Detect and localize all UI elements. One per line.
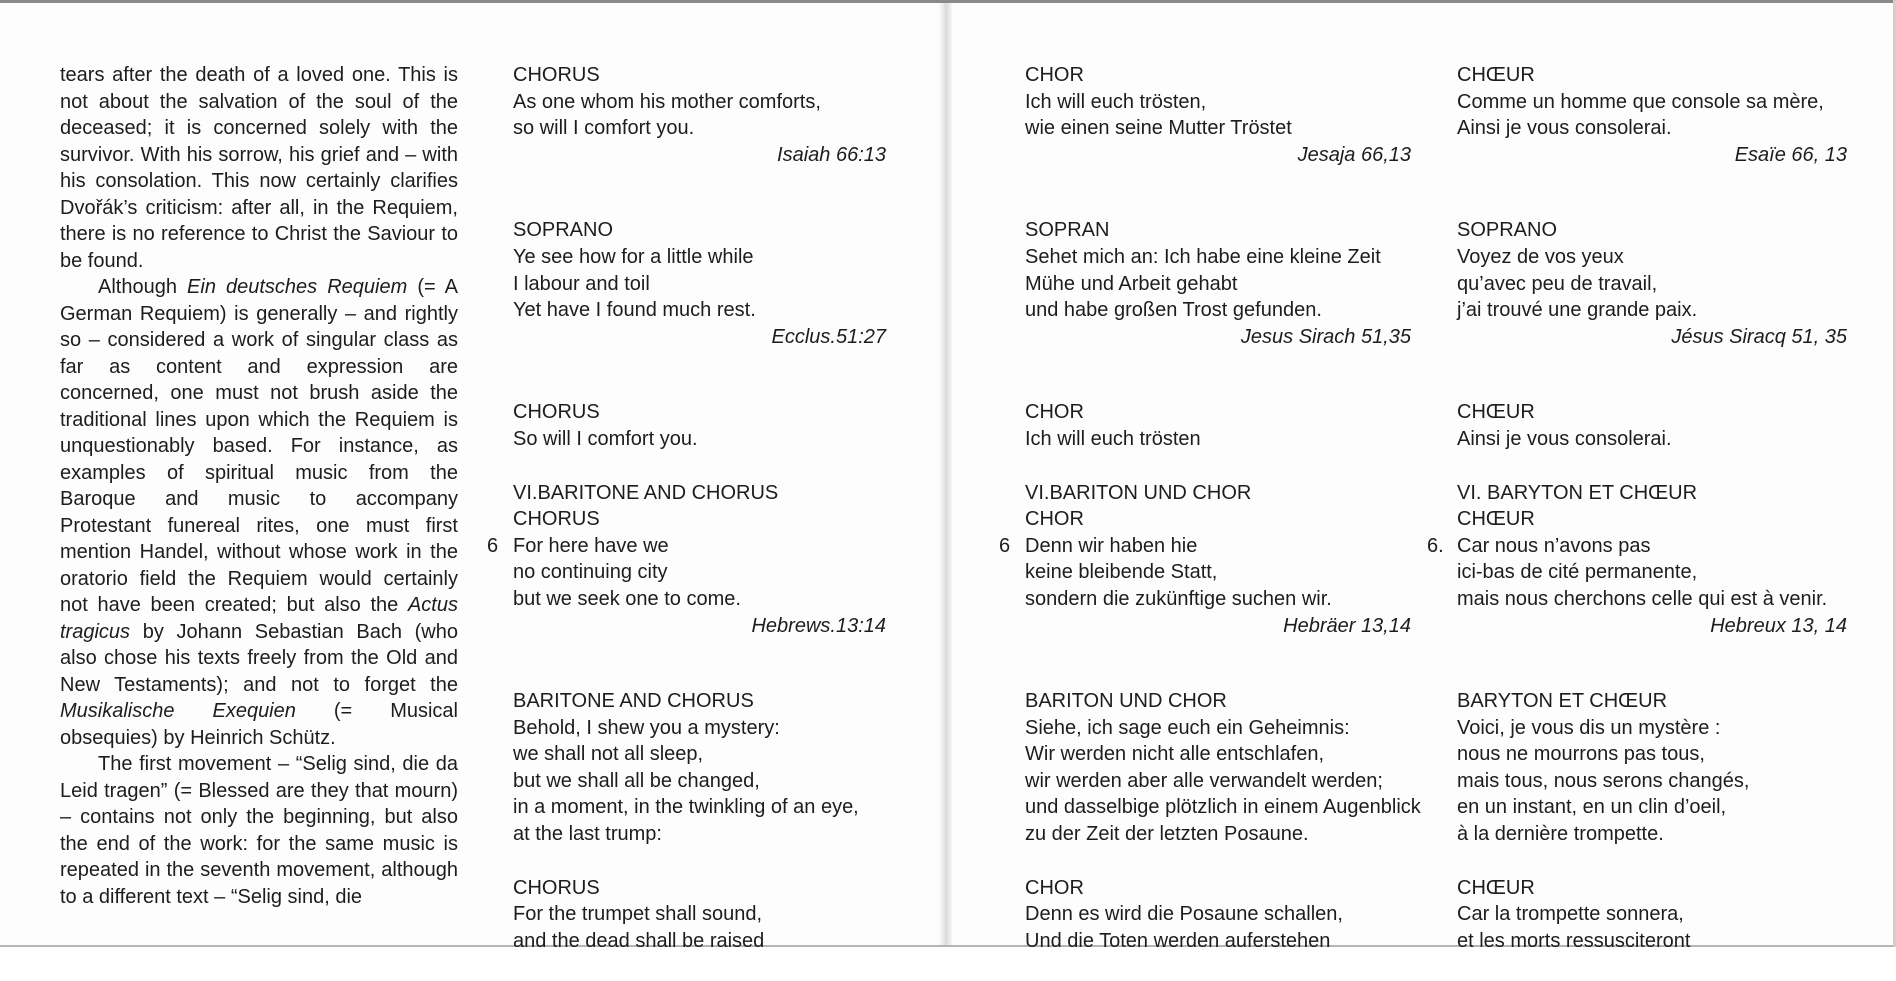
scripture-citation: Esaïe 66, 13: [1734, 143, 1847, 166]
section-heading: BARYTON ET CHŒUR: [1457, 690, 1668, 713]
text-line: CHŒUR: [1457, 508, 1535, 531]
text-line: Voici, je vous dis un mystère :: [1457, 716, 1721, 739]
text-line: qu’avec peu de travail,: [1457, 272, 1658, 295]
text-line: at the last trump:: [513, 823, 662, 846]
text-line: wir werden aber alle verwandelt werden;: [1025, 769, 1383, 792]
text-run: by Johann Sebastian Bach (who also chose his texts freely from the Old and New Testaments); and not to forget the: [60, 620, 458, 696]
scripture-citation: Jesus Sirach 51,35: [1240, 325, 1411, 348]
essay-paragraph: [60, 62, 458, 274]
text-block: [513, 217, 886, 350]
text-line: mais nous cherchons celle qui est à venir.: [1457, 587, 1828, 610]
libretto-english: [487, 62, 886, 981]
scripture-citation: Ecclus.51:27: [771, 325, 886, 348]
text-line: As one whom his mother comforts,: [513, 90, 821, 113]
scripture-citation: Hebreux 13, 14: [1710, 614, 1847, 637]
text-block: [1025, 217, 1411, 350]
text-line: und habe großen Trost gefunden.: [1025, 299, 1322, 322]
text-block: [1457, 62, 1847, 168]
text-block: [513, 688, 883, 848]
text-line: en un instant, en un clin d’oeil,: [1457, 796, 1727, 819]
text-line: 6. Car nous n’avons pas: [1457, 533, 1837, 560]
section-heading: CHŒUR: [1457, 401, 1535, 424]
text-line: we shall not all sleep,: [513, 743, 704, 766]
text-line: no continuing city: [513, 561, 668, 584]
text-block: [1025, 62, 1411, 168]
scripture-citation: Jésus Siracq 51, 35: [1671, 325, 1847, 348]
section-heading: CHŒUR: [1457, 876, 1535, 899]
top-edge: [0, 0, 1896, 3]
text-block: [1025, 875, 1405, 955]
text-line: keine bleibende Statt,: [1025, 561, 1218, 584]
text-block: [487, 480, 886, 640]
text-line: so will I comfort you.: [513, 117, 695, 140]
section-heading: CHOR: [1025, 64, 1084, 86]
text-line: und dasselbige plötzlich in einem Augenblick: [1025, 796, 1421, 819]
text-line: Ye see how for a little while: [513, 245, 754, 268]
verse-number: 6: [487, 534, 499, 557]
scripture-citation: Jesaja 66,13: [1297, 143, 1411, 166]
text-line: Ich will euch trösten,: [1025, 90, 1207, 113]
text-line: but we shall all be changed,: [513, 769, 760, 792]
text-line: j’ai trouvé une grande paix.: [1457, 299, 1698, 322]
text-line: For the trumpet shall sound,: [513, 903, 763, 926]
text-run: (= Musical obsequies) by Heinrich Schütz.: [60, 700, 458, 749]
text-line: Voyez de vos yeux: [1457, 245, 1624, 268]
section-heading: CHOR: [1025, 401, 1084, 424]
libretto-french: [1427, 62, 1847, 981]
text-line: CHOR: [1025, 508, 1084, 531]
verse-number: 6.: [1427, 534, 1444, 557]
scripture-citation: Isaiah 66:13: [777, 143, 886, 166]
text-line: but we seek one to come.: [513, 587, 741, 610]
text-line: Sehet mich an: Ich habe eine kleine Zeit: [1025, 245, 1381, 268]
text-run: (= A German Requiem) is generally – and rightly so – considered a work of singular class as far as content and expression are concerned, one must not brush aside the traditional lines upon which the Requiem is unquestionably based. For instance, as examples of spiritual music from the Baroque and music to accompany Protestant funereal rites, one must first mention Handel, without whose work in the oratorio field the Requiem would certainly not have been created; but also the: [60, 276, 458, 616]
text-line: Yet have I found much rest.: [513, 299, 756, 322]
text-run: tears after the death of a loved one. This is not about the salvation of the soul of the deceased; it is concerned solely with the survivor. With his sorrow, his grief and – with his consolation. This now certainly clarifies Dvořák’s criticism: after all, in the Requiem, there is no reference to Christ the Saviour to be found.: [60, 64, 458, 272]
text-block: [1457, 688, 1837, 848]
page-gutter: [938, 0, 952, 947]
libretto-german: [999, 62, 1421, 981]
text-block: [513, 399, 883, 452]
section-heading: CHORUS: [513, 876, 600, 899]
text-line: mais tous, nous serons changés,: [1457, 769, 1750, 792]
text-line: à la dernière trompette.: [1457, 823, 1664, 846]
text-line: Wir werden nicht alle entschlafen,: [1025, 743, 1325, 766]
text-run: The first movement – “Selig sind, die da Leid tragen” (= Blessed are they that mourn) – contains not only the beginning, but also the end of the work: for the same music is repeated in the seventh movement, although to a different text – “Selig sind, die: [60, 753, 458, 908]
section-heading: VI.BARITONE AND CHORUS: [513, 481, 779, 504]
scripture-citation: Hebräer 13,14: [1283, 614, 1411, 637]
section-heading: CHORUS: [513, 64, 600, 86]
scripture-citation: Hebrews.13:14: [751, 614, 886, 637]
text-line: nous ne mourrons pas tous,: [1457, 743, 1705, 766]
section-heading: CHOR: [1025, 876, 1084, 899]
text-block: [513, 875, 883, 955]
text-line: Car la trompette sonnera,: [1457, 903, 1684, 926]
text-block: [1457, 875, 1837, 955]
text-line: 6 Denn wir haben hie: [1025, 533, 1405, 560]
text-line: sondern die zukünftige suchen wir.: [1025, 587, 1332, 610]
italic-title: Ein deutsches Requiem: [187, 276, 408, 298]
text-line: Mühe und Arbeit gehabt: [1025, 272, 1238, 295]
text-line: CHORUS: [513, 508, 600, 531]
text-run: Although: [98, 276, 188, 298]
text-line: Behold, I shew you a mystery:: [513, 716, 780, 739]
section-heading: CHORUS: [513, 401, 600, 424]
section-heading: SOPRANO: [1457, 219, 1558, 242]
text-block: [999, 480, 1411, 640]
text-line: 6 For here have we: [513, 533, 883, 560]
text-line: et les morts ressusciteront: [1457, 929, 1691, 952]
text-line: Siehe, ich sage euch ein Geheimnis:: [1025, 716, 1350, 739]
section-heading: VI. BARYTON ET CHŒUR: [1457, 481, 1698, 504]
text-block: [1457, 399, 1837, 452]
text-line: wie einen seine Mutter Tröstet: [1025, 117, 1292, 140]
essay-paragraph: [60, 274, 458, 751]
text-line: So will I comfort you.: [513, 427, 698, 450]
text-line: Comme un homme que console sa mère,: [1457, 90, 1824, 113]
text-line: Und die Toten werden auferstehen: [1025, 929, 1331, 952]
text-line: zu der Zeit der letzten Posaune.: [1025, 823, 1309, 846]
text-block: [1025, 399, 1405, 452]
section-heading: VI.BARITON UND CHOR: [1025, 481, 1252, 504]
section-heading: BARITONE AND CHORUS: [513, 690, 754, 713]
section-heading: CHŒUR: [1457, 64, 1535, 86]
text-line: Ainsi je vous consolerai.: [1457, 117, 1672, 140]
text-line: and the dead shall be raised: [513, 929, 765, 952]
section-heading: BARITON UND CHOR: [1025, 690, 1227, 713]
text-line: Ainsi je vous consolerai.: [1457, 427, 1672, 450]
text-line: ici-bas de cité permanente,: [1457, 561, 1698, 584]
italic-title: Actus tragicus: [60, 594, 458, 643]
text-line: I labour and toil: [513, 272, 650, 295]
essay-column: [60, 62, 458, 910]
text-line: in a moment, in the twinkling of an eye,: [513, 796, 859, 819]
text-block: [1427, 480, 1847, 640]
text-block: [1457, 217, 1847, 350]
section-heading: SOPRAN: [1025, 219, 1110, 242]
text-line: Denn es wird die Posaune schallen,: [1025, 903, 1343, 926]
verse-number: 6: [999, 534, 1011, 557]
text-block: [1025, 688, 1421, 848]
text-line: Ich will euch trösten: [1025, 427, 1201, 450]
essay-paragraph: [60, 751, 458, 910]
text-block: [513, 62, 886, 168]
italic-title: Musikalische Exequien: [60, 700, 296, 722]
section-heading: SOPRANO: [513, 219, 614, 242]
